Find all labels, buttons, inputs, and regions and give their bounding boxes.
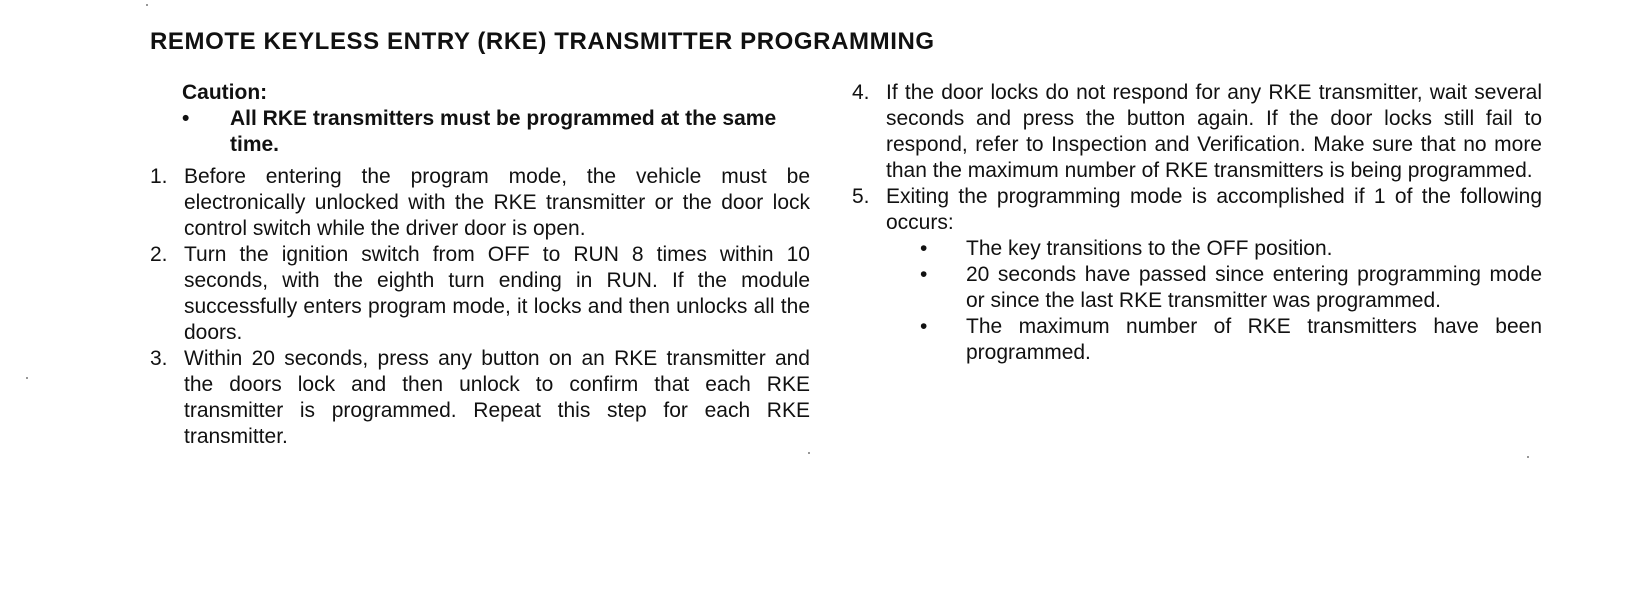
step-number: 1. xyxy=(150,165,168,188)
bullet-icon: • xyxy=(182,107,190,130)
sub-bullet-item xyxy=(886,314,1542,366)
step-number: 2. xyxy=(150,243,168,266)
step-number: 5. xyxy=(852,185,870,208)
step-number: 3. xyxy=(150,347,168,370)
step-5 xyxy=(852,184,1542,366)
bullet-icon: • xyxy=(920,315,928,338)
scan-speck xyxy=(808,452,810,454)
step-text: Within 20 seconds, press any button on an RKE transmitter and the doors lock and then unlock to confirm that each RKE transmitter is programmed. Repeat this step for each RKE transmitter. xyxy=(184,347,810,448)
sub-bullet-item xyxy=(886,236,1542,262)
sub-bullet-text: 20 seconds have passed since entering programming mode or since the last RKE transmitter was programmed. xyxy=(966,263,1542,312)
sub-bullet-text: The maximum number of RKE transmitters have been programmed. xyxy=(966,315,1542,364)
scan-speck xyxy=(146,4,148,6)
step-3 xyxy=(150,346,810,450)
caution-label: Caution: xyxy=(182,81,268,104)
step-1 xyxy=(150,164,810,242)
step-2 xyxy=(150,242,810,346)
step-4 xyxy=(852,80,1542,184)
page-title: REMOTE KEYLESS ENTRY (RKE) TRANSMITTER PROGRAMMING xyxy=(150,28,935,55)
caution-text: All RKE transmitters must be programmed at the same time. xyxy=(230,107,777,156)
caution-bullet xyxy=(150,106,810,158)
sub-bullet-item xyxy=(886,262,1542,314)
bullet-icon: • xyxy=(920,237,928,260)
step-text: Before entering the program mode, the vehicle must be electronically unlocked with the RKE transmitter or the door lock control switch while the driver door is open. xyxy=(184,165,810,240)
right-column xyxy=(852,80,1542,366)
step-number: 4. xyxy=(852,81,870,104)
step-text: Turn the ignition switch from OFF to RUN 8 times within 10 seconds, with the eighth turn ending in RUN. If the module successfully enters program mode, it locks and then unlocks all the doors. xyxy=(184,243,810,344)
step-text: If the door locks do not respond for any RKE transmitter, wait several seconds and press the button again. If the door locks still fail to respond, refer to Inspection and Verification. Make sure that no more than the maximum number of RKE transmitters is being programmed. xyxy=(886,81,1542,182)
bullet-icon: • xyxy=(920,263,928,286)
left-column xyxy=(150,80,810,450)
scan-speck xyxy=(26,377,28,379)
step-text: Exiting the programming mode is accomplished if 1 of the following occurs: xyxy=(886,185,1542,234)
scan-speck xyxy=(1527,456,1529,458)
sub-bullet-text: The key transitions to the OFF position. xyxy=(966,237,1333,260)
